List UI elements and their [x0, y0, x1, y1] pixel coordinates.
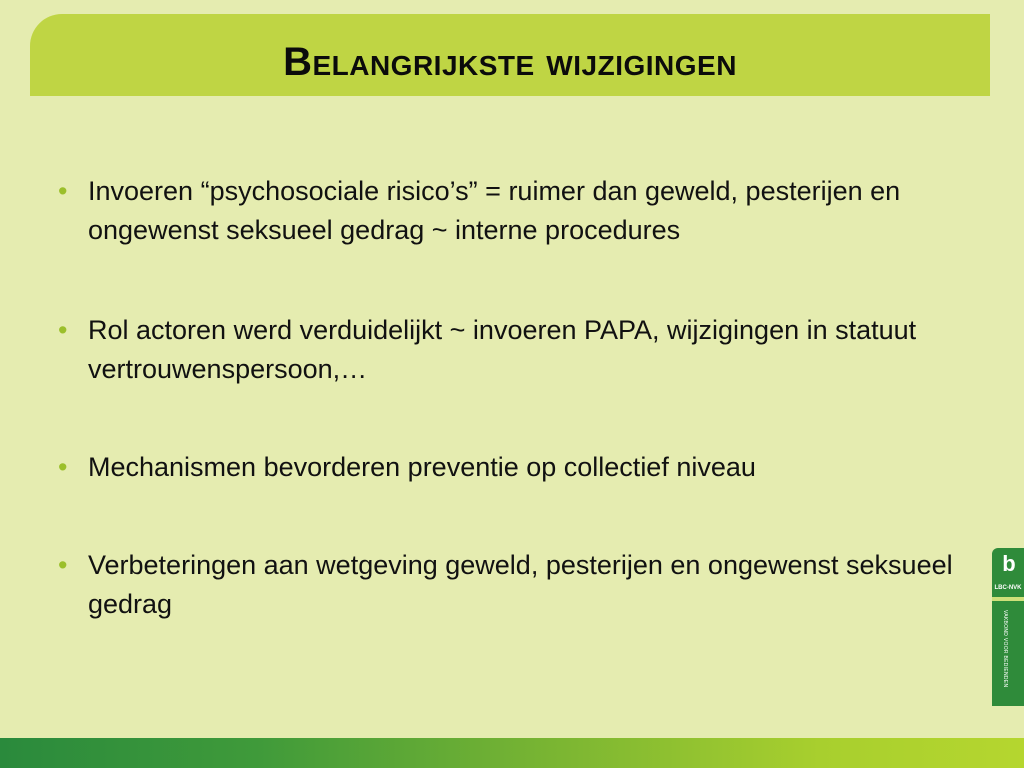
- bullet-text: Verbeteringen aan wetgeving geweld, pesterijen en ongewenst seksueel gedrag: [88, 550, 953, 619]
- bullet-item: [58, 546, 958, 624]
- logo-divider: [992, 597, 1024, 601]
- footer-bar: [0, 738, 1024, 768]
- bullet-icon: •: [58, 176, 68, 206]
- lbc-nvk-logo: [992, 548, 1024, 706]
- bullet-item: [58, 448, 958, 487]
- bullet-icon: •: [58, 550, 68, 580]
- logo-name: LBC-NVK: [994, 585, 1022, 591]
- title-band: [30, 14, 990, 96]
- logo-tagline: VAKBOND VOOR BEDIENDEN: [1002, 610, 1008, 688]
- bullet-item: [58, 311, 958, 389]
- bullet-icon: •: [58, 452, 68, 482]
- slide-title: Belangrijkste wijzigingen: [283, 40, 737, 84]
- bullet-text: Invoeren “psychosociale risico’s” = ruimer dan geweld, pesterijen en ongewenst seksueel gedrag ~ interne procedures: [88, 176, 901, 245]
- bullet-text: Mechanismen bevorderen preventie op collectief niveau: [88, 452, 756, 482]
- bullet-list: [58, 172, 958, 624]
- bullet-text: Rol actoren werd verduidelijkt ~ invoeren PAPA, wijzigingen in statuut vertrouwenspersoon,…: [88, 315, 917, 384]
- bullet-icon: •: [58, 315, 68, 345]
- bullet-item: [58, 172, 958, 250]
- logo-mark-icon: b: [1002, 551, 1016, 576]
